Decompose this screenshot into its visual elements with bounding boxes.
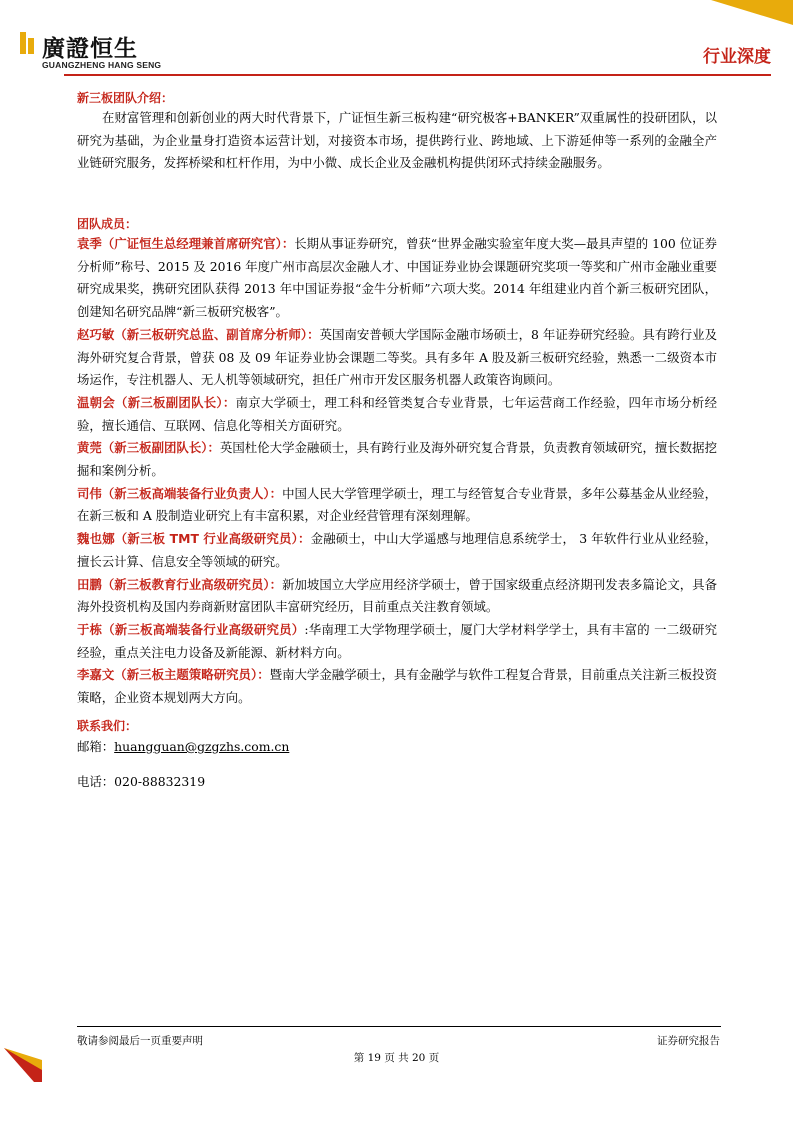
footer-divider [77, 1026, 721, 1027]
member-name: 于栋（新三板高端装备行业高级研究员） [77, 621, 305, 637]
contact-section [77, 717, 717, 793]
member-name: 魏也娜（新三板 TMT 行业高级研究员）： [77, 531, 311, 547]
member-entry [77, 574, 717, 619]
logo-english-name: GUANGZHENG HANG SENG [42, 60, 162, 70]
member-entry [77, 619, 717, 664]
member-description: 南京大学硕士，理工科和经管类复合专业背景，七年运营商工作经验，四年市场分析经验，擅长通信、互联网、信息化等相关方面研究。 [77, 394, 717, 433]
team-intro-text: 在财富管理和创新创业的两大时代背景下，广证恒生新三板构建“研究极客+BANKER”双重属性的投研团队，以研究为基础，为企业量身打造资本运营计划，对接资本市场，提供跨行业、跨地域、上下游延伸等一系列的金融全产业链研究服务，发挥桥梁和杠杆作用，为中小微、成长企业及金融机构提供闭环式持续金融服务。 [77, 110, 717, 171]
report-category-tag: 行业深度 [703, 47, 771, 67]
member-description: 英国南安普顿大学国际金融市场硕士，8 年证券研究经验。具有跨行业及海外研究复合背景，曾获 08 及 09 年证券业协会课题二等奖。具有多年 A 股及新三板研究经验，熟悉一二级资本市场运作，专注机器人、无人机等领域研究，担任广州市开发区服务机器人政策咨询顾问。 [77, 326, 717, 388]
member-name: 黄莞（新三板副团队长）： [77, 440, 220, 456]
member-description: 金融硕士，中山大学遥感与地理信息系统学士， 3 年软件行业从业经验，擅长云计算、信息安全等领域的研究。 [77, 531, 717, 569]
member-entry [77, 483, 717, 528]
email-link[interactable]: huangguan@gzgzhs.com.cn [114, 739, 290, 754]
header-divider [64, 74, 771, 76]
member-description: 长期从事证券研究，曾获“世界金融实验室年度大奖—最具声望的 100 位证券分析师”称号、2015 及 2016 年度广州市高层次金融人才、中国证券业协会课题研究奖项一等奖和广州市金融业重要研究成果奖，携研究团队获得 2013 年中国证券报“金牛分析师”六项大奖。2014 年组建业内首个新三板研究团队，创建知名研究品牌“新三板研究极客”。 [77, 236, 717, 320]
member-entry [77, 392, 717, 437]
contact-email-row [77, 736, 717, 759]
email-label: 邮箱： [77, 739, 115, 754]
member-name: 袁季（广证恒生总经理兼首席研究官）： [77, 236, 295, 251]
member-name: 田鹏（新三板教育行业高级研究员）： [77, 576, 283, 592]
corner-decoration [711, 0, 793, 25]
contact-heading: 联系我们： [77, 719, 138, 733]
corner-triangle-icon [4, 1048, 42, 1082]
member-entry [77, 233, 717, 324]
team-intro-section [77, 89, 717, 175]
member-description: 中国人民大学管理学硕士，理工与经管复合专业背景，多年公募基金从业经验，在新三板和 A 股制造业研究上有丰富积累，对企业经营管理有深刻理解。 [77, 485, 717, 524]
member-name: 李嘉文（新三板主题策略研究员）： [77, 667, 270, 683]
footer-report-type: 证券研究报告 [657, 1035, 720, 1047]
page-number: 第 19 页 共 20 页 [353, 1052, 440, 1064]
team-intro-heading: 新三板团队介绍： [77, 91, 174, 105]
logo-name: 廣證恒生 [42, 36, 138, 62]
footer-disclaimer: 敬请参阅最后一页重要声明 [77, 1035, 203, 1047]
logo-mark-icon [20, 32, 34, 54]
member-entry [77, 664, 717, 709]
member-entry [77, 324, 717, 392]
phone-number: 020-88832319 [114, 773, 206, 789]
member-name: 温朝会（新三板副团队长）： [77, 394, 236, 410]
team-members-section [77, 215, 717, 710]
member-description: 新加坡国立大学应用经济学硕士，曾于国家级重点经济期刊发表多篇论文，具备海外投资机构及国内券商新财富团队丰富研究经历，目前重点关注教育领域。 [77, 576, 717, 615]
team-members-heading: 团队成员： [77, 217, 138, 231]
member-description: 英国杜伦大学金融硕士，具有跨行业及海外研究复合背景，负责教育领域研究，擅长数据挖掘和案例分析。 [77, 440, 717, 479]
member-entry [77, 528, 717, 573]
company-logo [20, 28, 220, 78]
member-name: 司伟（新三板高端装备行业负责人）： [77, 485, 283, 501]
phone-label: 电话： [77, 773, 115, 789]
contact-phone-row [77, 771, 717, 794]
member-entry [77, 437, 717, 482]
member-description: 暨南大学金融学硕士，具有金融学与软件工程复合背景，目前重点关注新三板投资策略，企业资本规划两大方向。 [77, 667, 717, 706]
member-description: :华南理工大学物理学硕士，厦门大学材料学学士，具有丰富的 一二级研究经验，重点关注电力设备及新能源、新材料方向。 [77, 621, 717, 660]
member-name: 赵巧敏（新三板研究总监、副首席分析师）： [77, 326, 320, 342]
